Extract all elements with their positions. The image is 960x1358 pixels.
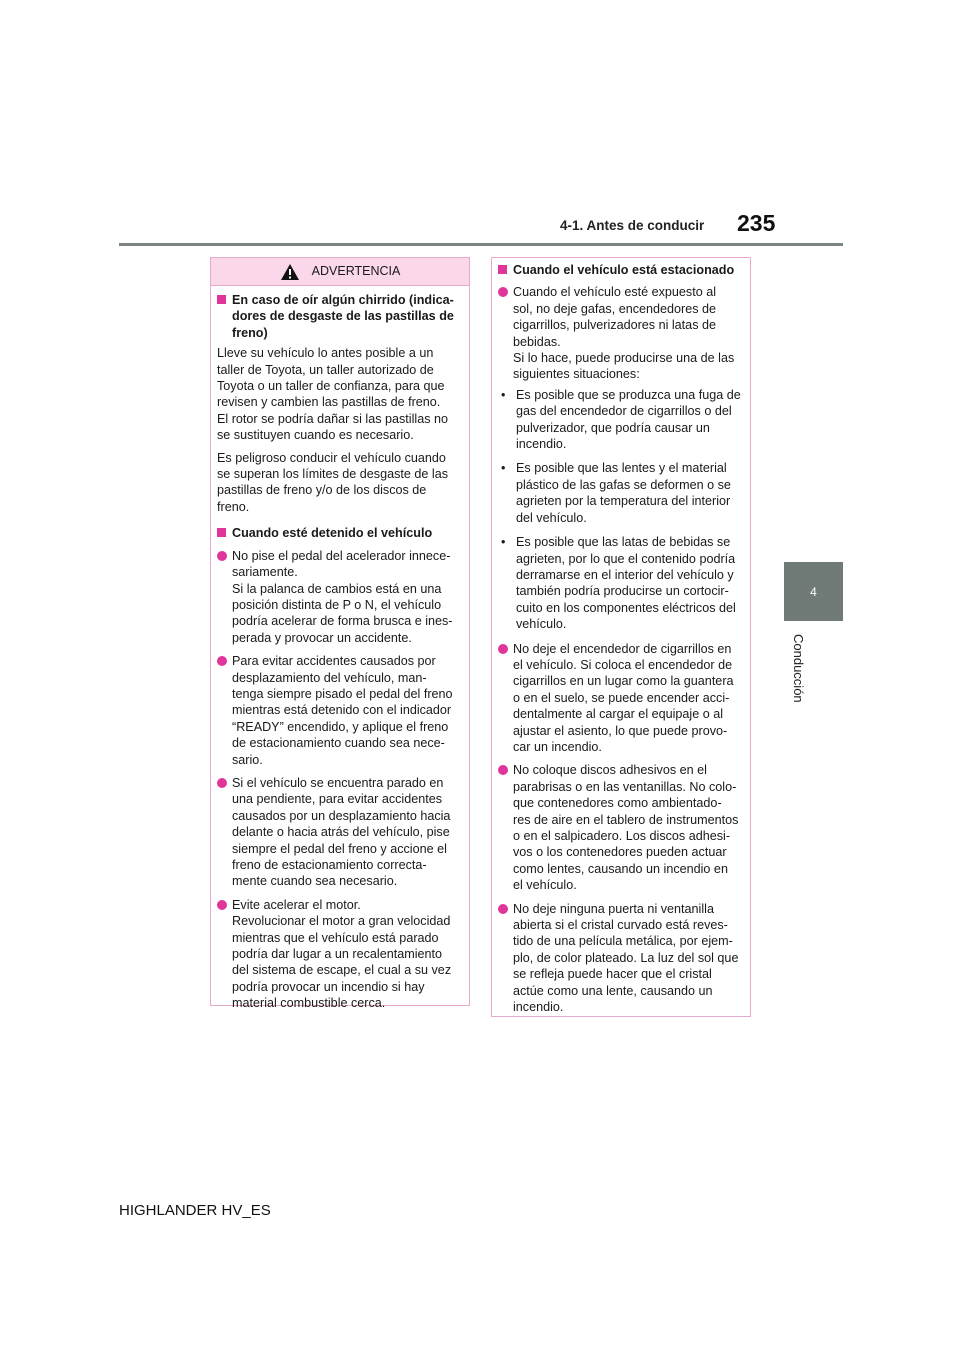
sub-list-item [498, 460, 742, 526]
sub-list-item [498, 534, 742, 632]
header-rule [119, 243, 843, 246]
text-line: una pendiente, para evitar accidentes [232, 792, 443, 807]
text-line: como lentes, causando un incendio en [513, 861, 728, 876]
text-line: el vehículo. [513, 878, 577, 893]
list-item [217, 775, 461, 890]
text-line: actúe como una lente, causando un [513, 983, 713, 998]
text-line: mientras está detenido con el indicador [232, 703, 452, 718]
warning-header [211, 258, 469, 286]
heading-line: freno) [232, 325, 268, 340]
text-line: dentalmente al cargar el equipaje o al [513, 707, 724, 722]
warning-triangle-icon [280, 263, 300, 281]
section-heading [217, 292, 461, 341]
text-line: o en el suelo, se puede encender acci- [513, 690, 730, 705]
text-line: Es peligroso conducir el vehículo cuando [217, 450, 446, 465]
text-line: podría dar lugar a un recalentamiento [232, 947, 443, 962]
text-line: tenga siempre pisado el pedal del freno [232, 686, 453, 701]
text-line: parabrisas o en las ventanillas. No colo- [513, 779, 737, 794]
parked-warning-box [491, 257, 751, 1017]
chapter-title: Conducción [791, 634, 806, 703]
text-line: se superan los límites de desgaste de las [217, 467, 449, 482]
text-line: Si la palanca de cambios está en una [232, 581, 442, 596]
text-line: Evite acelerar el motor. [232, 897, 361, 912]
text-line: Si el vehículo se encuentra parado en [232, 775, 444, 790]
text-line: plástico de las gafas se deformen o se [516, 477, 731, 492]
text-line: el vehículo. Si coloca el encendedor de [513, 657, 733, 672]
text-line: Para evitar accidentes causados por [232, 654, 436, 669]
page-number: 235 [737, 210, 776, 236]
text-line: cigarrillos en un lugar como la guantera [513, 674, 734, 689]
text-line: pastillas de freno y/o de los discos de [217, 483, 427, 498]
text-line: vehículo. [516, 617, 567, 632]
warning-body [211, 286, 469, 1012]
heading-line: dores de desgaste de las pastillas de [232, 309, 454, 324]
text-line: tido de una película metálica, por ejem- [513, 934, 733, 949]
text-line: vos o los contenedores pueden actuar [513, 845, 727, 860]
warning-heading: ADVERTENCIA [311, 264, 401, 279]
list-item [217, 653, 461, 768]
list-item [498, 641, 742, 756]
text-line: • Es posible que las lentes y el material [516, 461, 727, 476]
text-line: de estacionamiento cuando sea nece- [232, 736, 445, 751]
text-line: cigarrillos, pulverizadores ni latas de [513, 318, 716, 333]
text-line: del vehículo. [516, 510, 587, 525]
text-line: sol, no deje gafas, encendedores de [513, 301, 717, 316]
text-line: Cuando el vehículo esté expuesto al [513, 285, 717, 300]
heading-text: Cuando esté detenido el vehículo [232, 526, 433, 541]
list-item [498, 284, 742, 382]
text-line: delante o hacia atrás del vehículo, pise [232, 825, 450, 840]
paragraph [217, 450, 461, 516]
text-line: se sustituyen cuando es necesario. [217, 428, 414, 443]
heading-line: En caso de oír algún chirrido (indica- [232, 293, 454, 307]
text-line: derramarse en el interior del vehículo y [516, 567, 734, 582]
text-line: Toyota o un taller de confianza, para que [217, 379, 445, 394]
sub-list-item [498, 387, 742, 453]
heading-text: Cuando el vehículo está estacionado [513, 263, 735, 277]
section-heading [217, 525, 461, 541]
text-line: podría provocar un incendio si hay [232, 979, 425, 994]
paragraph [217, 345, 461, 443]
text-line: “READY” encendido, y aplique el freno [232, 719, 449, 734]
chapter-tab [784, 562, 843, 621]
text-line: El rotor se podría dañar si las pastillas no [217, 411, 449, 426]
text-line: causados por un desplazamiento hacia [232, 808, 451, 823]
text-line: también podría producirse un cortocir- [516, 584, 729, 599]
text-line: res de aire en el tablero de instrumentos [513, 812, 739, 827]
text-line: No pise el pedal del acelerador innece- [232, 548, 451, 563]
text-line: siempre el pedal del freno y accione el [232, 841, 447, 856]
text-line: No coloque discos adhesivos en el [513, 763, 707, 778]
section-title: 4-1. Antes de conducir [560, 218, 705, 233]
text-line: desplazamiento del vehículo, man- [232, 670, 427, 685]
text-line: del sistema de escape, el cual a su vez [232, 963, 452, 978]
text-line: cuito en los componentes eléctricos del [516, 600, 736, 615]
text-line: sario. [232, 752, 263, 767]
text-line: • Es posible que las latas de bebidas se [516, 535, 731, 550]
text-line: plo, de color plateado. La luz del sol que [513, 950, 739, 965]
text-line: podría acelerar de forma brusca e ines- [232, 614, 453, 629]
text-line: abierta si el cristal curvado está reves- [513, 918, 728, 933]
text-line: revisen y cambien las pastillas de freno. [217, 395, 441, 410]
text-line: Lleve su vehículo lo antes posible a un [217, 346, 434, 361]
text-line: incendio. [513, 1000, 564, 1015]
text-line: Revolucionar el motor a gran velocidad [232, 914, 451, 929]
text-line: agrieten por la temperatura del interior [516, 494, 731, 509]
chapter-number: 4 [810, 584, 817, 599]
text-line: bebidas. [513, 334, 561, 349]
text-line: que contenedores como ambientado- [513, 796, 722, 811]
list-item [498, 901, 742, 1016]
text-line: mientras que el vehículo está parado [232, 930, 439, 945]
text-line: se refleja puede hacer que el cristal [513, 967, 712, 982]
text-line: freno. [217, 499, 250, 514]
warning-box [210, 257, 470, 1011]
text-line: car un incendio. [513, 739, 602, 754]
text-line: material combustible cerca. [232, 996, 386, 1011]
section-heading [498, 262, 742, 278]
text-line: No deje ninguna puerta ni ventanilla [513, 901, 714, 916]
list-item [498, 762, 742, 893]
text-line: incendio. [516, 437, 567, 452]
text-line: sariamente. [232, 565, 298, 580]
list-item [217, 897, 461, 1012]
text-line: taller de Toyota, un taller autorizado de [217, 362, 434, 377]
text-line: o en el salpicadero. Los discos adhesi- [513, 829, 731, 843]
parked-body [492, 258, 750, 1015]
text-line: mente cuando sea necesario. [232, 874, 398, 889]
footer-model: HIGHLANDER HV_ES [119, 1202, 271, 1219]
text-line: ajustar el asiento, lo que puede provo- [513, 723, 728, 738]
text-line: • Es posible que se produzca una fuga de [516, 387, 741, 402]
text-line: pulverizador, que podría causar un [516, 420, 710, 435]
text-line: No deje el encendedor de cigarrillos en [513, 641, 732, 656]
text-line: posición distinta de P o N, el vehículo [232, 597, 442, 612]
text-line: agrieten, por lo que el contenido podría [516, 551, 736, 566]
text-line: gas del encendedor de cigarrillos o del [516, 404, 732, 419]
text-line: Si lo hace, puede producirse una de las [513, 351, 735, 366]
text-line: freno de estacionamiento correcta- [232, 858, 427, 872]
list-item [217, 548, 461, 646]
text-line: perada y provocar un accidente. [232, 630, 412, 645]
text-line: siguientes situaciones: [513, 367, 640, 382]
